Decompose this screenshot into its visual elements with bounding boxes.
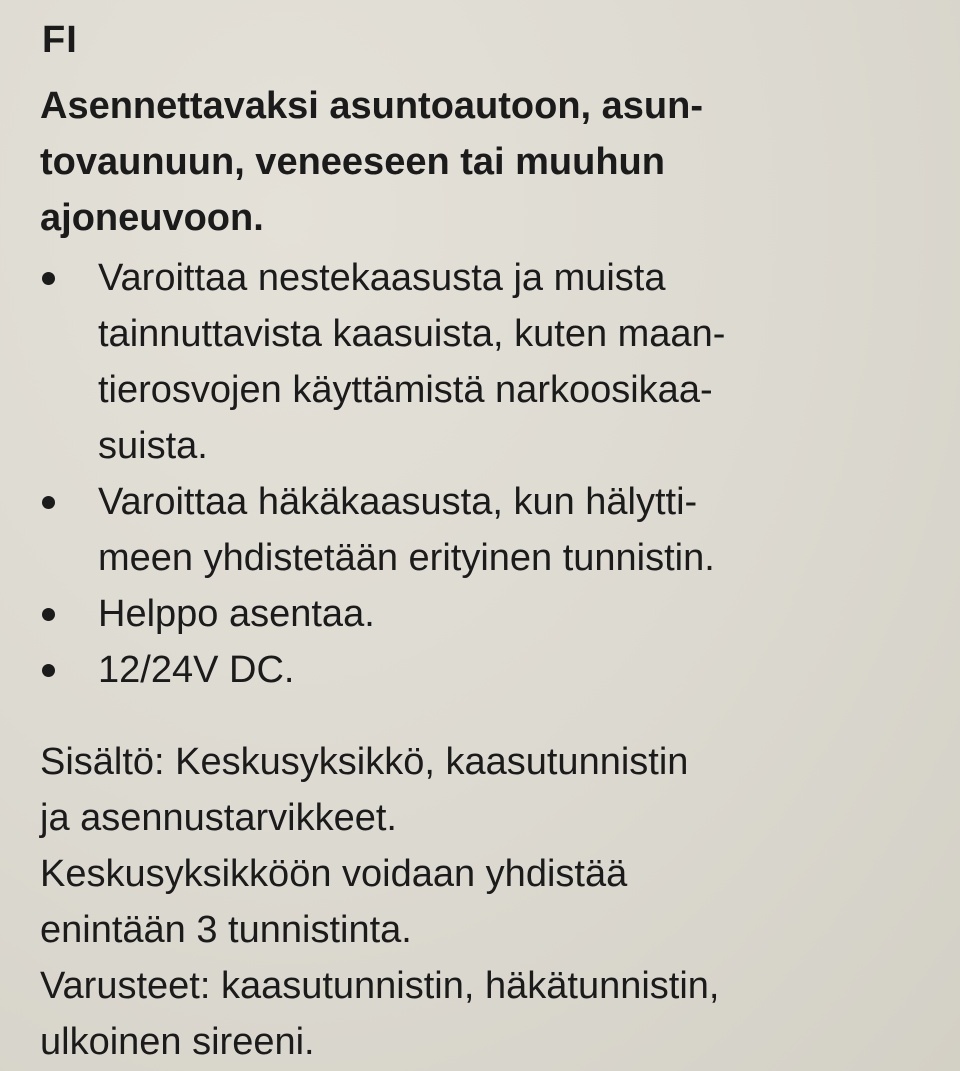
intro-line: ajoneuvoon. [40, 197, 264, 239]
body-line: Sisältö: Keskusyksikkö, kaasutunnistin [40, 741, 689, 783]
feature-item [40, 250, 940, 474]
body-line: ja asennustarvikkeet. [40, 797, 397, 839]
language-label: FI [42, 19, 78, 61]
bullet-icon [42, 664, 55, 677]
feature-line: Varoittaa nestekaasusta ja muista [98, 257, 666, 299]
bullet-icon [42, 608, 55, 621]
feature-line: Varoittaa häkäkaasusta, kun hälytti- [98, 481, 698, 523]
body-line: ulkoinen sireeni. [40, 1021, 315, 1063]
contents-paragraph [40, 734, 940, 1070]
feature-item [40, 642, 940, 698]
bullet-icon [42, 496, 55, 509]
feature-line: Helppo asentaa. [98, 593, 375, 635]
feature-item [40, 586, 940, 642]
intro-line: tovaunuun, veneeseen tai muuhun [40, 141, 665, 183]
body-line: enintään 3 tunnistinta. [40, 909, 412, 951]
intro-line: Asennettavaksi asuntoautoon, asun- [40, 85, 704, 127]
feature-item [40, 474, 940, 586]
body-line: Varusteet: kaasutunnistin, häkätunnistin, [40, 965, 720, 1007]
feature-line: 12/24V DC. [98, 649, 295, 691]
feature-line: meen yhdistetään erityinen tunnistin. [98, 537, 715, 579]
body-line: Keskusyksikköön voidaan yhdistää [40, 853, 628, 895]
feature-line: tainnuttavista kaasuista, kuten maan- [98, 313, 726, 355]
feature-line: suista. [98, 425, 208, 467]
bullet-icon [42, 272, 55, 285]
feature-list [40, 250, 940, 698]
feature-line: tierosvojen käyttämistä narkoosikaa- [98, 369, 713, 411]
intro-paragraph [40, 78, 940, 246]
